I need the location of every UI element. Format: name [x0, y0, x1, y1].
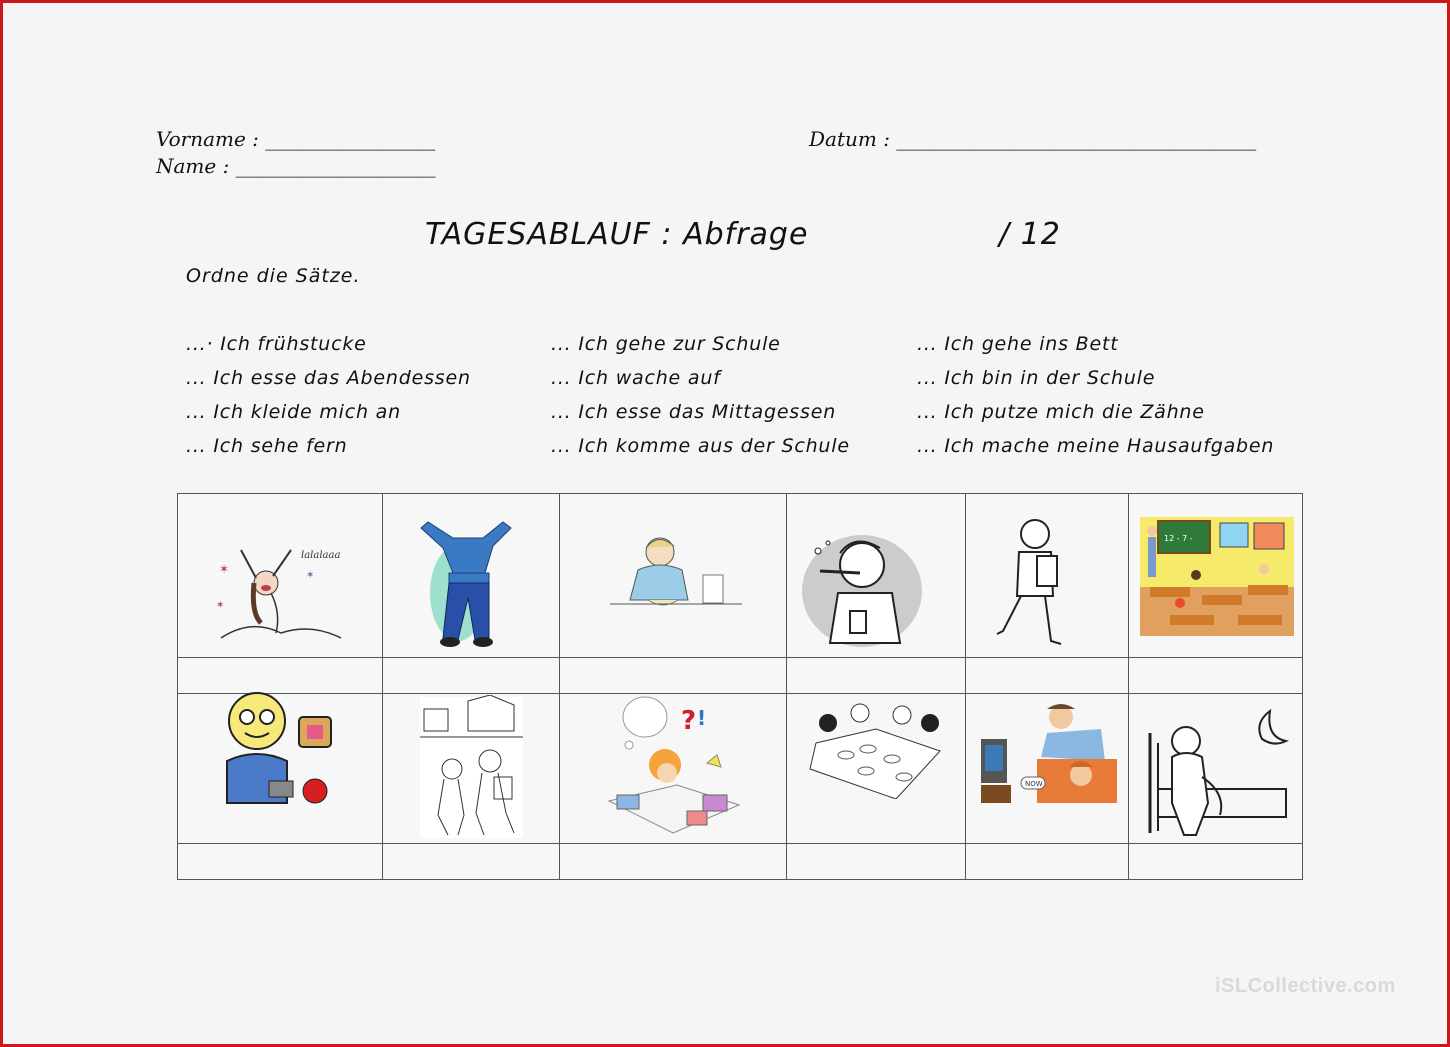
- bedtime-illustration: [1144, 703, 1289, 838]
- sentence-item: ... Ich putze mich die Zähne: [917, 401, 1205, 423]
- vorname-field[interactable]: Vorname : _________________: [156, 127, 436, 151]
- answer-box[interactable]: [1128, 657, 1303, 694]
- answer-box[interactable]: [559, 843, 787, 880]
- answer-box[interactable]: [965, 843, 1129, 880]
- sentence-item: ... Ich gehe ins Bett: [917, 333, 1119, 355]
- name-field[interactable]: Name : ____________________: [156, 154, 436, 178]
- sentence-item: ... Ich mache meine Hausaufgaben: [917, 435, 1275, 457]
- sentence-item: ... Ich komme aus der Schule: [551, 435, 850, 457]
- homework-illustration: [607, 693, 741, 835]
- sentence-item: ... Ich wache auf: [551, 367, 721, 389]
- coming-home-illustration: [418, 695, 525, 840]
- answer-box[interactable]: [965, 657, 1129, 694]
- tv-caption: NOW: [1025, 780, 1043, 788]
- score-total: / 12: [999, 217, 1061, 252]
- lunch-illustration: [223, 691, 337, 809]
- answer-box[interactable]: [786, 843, 966, 880]
- svg-text:!: !: [697, 706, 707, 730]
- brushing-teeth-illustration: [800, 523, 925, 651]
- answer-box[interactable]: [1128, 843, 1303, 880]
- sentence-item: ... Ich bin in der Schule: [917, 367, 1156, 389]
- blackboard-text: 12 - 7 -: [1164, 534, 1193, 543]
- walking-to-school-illustration: [993, 516, 1071, 650]
- sentence-item: ...· Ich frühstucke: [186, 333, 367, 355]
- page-title: TAGESABLAUF : Abfrage: [425, 217, 809, 252]
- waking-caption: lalalaaa: [301, 550, 341, 561]
- islcollective-watermark: iSLCollective.com: [1215, 975, 1396, 997]
- datum-field[interactable]: Datum : ____________________________________: [809, 127, 1257, 151]
- instruction-text: Ordne die Sätze.: [186, 265, 361, 287]
- sentence-item: ... Ich gehe zur Schule: [551, 333, 781, 355]
- svg-text:✶: ✶: [216, 600, 225, 611]
- answer-box[interactable]: [177, 843, 383, 880]
- dinner-illustration: [806, 699, 943, 799]
- sentence-item: ... Ich kleide mich an: [186, 401, 401, 423]
- classroom-illustration: [1140, 517, 1294, 636]
- answer-box[interactable]: [382, 657, 560, 694]
- sentence-item: ... Ich esse das Mittagessen: [551, 401, 837, 423]
- svg-text:✶: ✶: [306, 570, 315, 581]
- answer-box[interactable]: [786, 657, 966, 694]
- answer-box[interactable]: [559, 657, 787, 694]
- watching-tv-illustration: [981, 699, 1117, 803]
- answer-box[interactable]: [382, 843, 560, 880]
- sentence-item: ... Ich sehe fern: [186, 435, 348, 457]
- getting-dressed-illustration: [413, 518, 518, 650]
- sentence-item: ... Ich esse das Abendessen: [186, 367, 471, 389]
- waking-up-illustration: [211, 538, 351, 648]
- svg-text:✶: ✶: [219, 562, 230, 576]
- svg-text:?: ?: [681, 706, 697, 736]
- breakfast-illustration: [608, 530, 746, 625]
- answer-box[interactable]: [177, 657, 383, 694]
